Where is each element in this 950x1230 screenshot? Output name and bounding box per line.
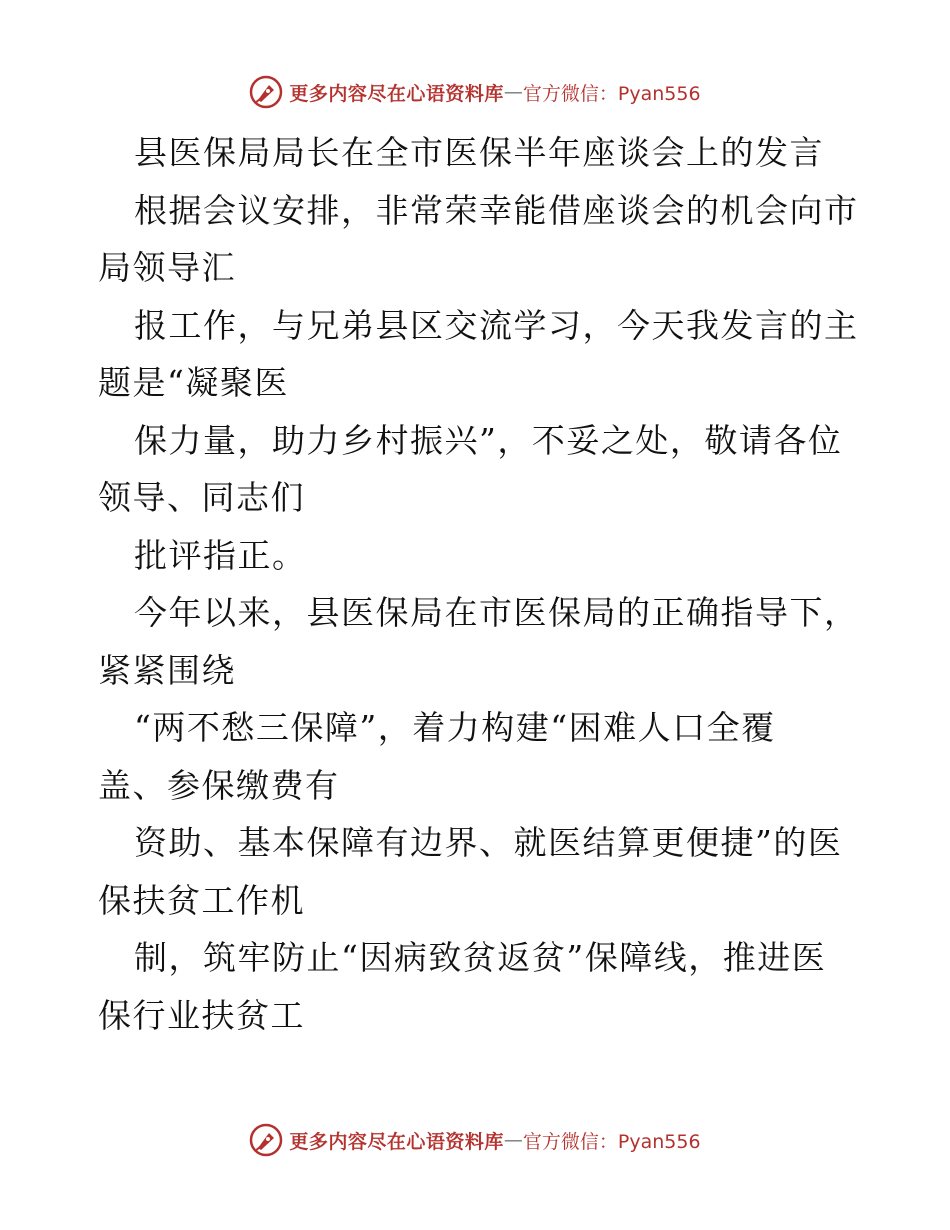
paragraph-line: 领导、同志们 bbox=[98, 478, 305, 517]
document-body bbox=[98, 124, 868, 1044]
header-banner bbox=[0, 72, 950, 112]
paragraph-line: 紧紧围绕 bbox=[98, 650, 236, 690]
paragraph-line: 今年以来，县医保局在市医保局的正确指导下， bbox=[134, 593, 859, 632]
paragraph-line: 盖、参保缴费有 bbox=[98, 765, 340, 805]
document-title: 县医保局局长在全市医保半年座谈会上的发言 bbox=[134, 133, 824, 172]
paragraph bbox=[98, 699, 868, 814]
paragraph bbox=[98, 814, 868, 929]
paragraph bbox=[98, 584, 868, 699]
paragraph-line: 资助、基本保障有边界、就医结算更便捷”的医 bbox=[134, 823, 843, 862]
paragraph-line: 保行业扶贫工 bbox=[98, 995, 305, 1035]
banner-wechat-text: 官方微信：Pyan556 bbox=[522, 1130, 701, 1153]
paragraph-line: 批评指正。 bbox=[134, 535, 307, 575]
banner-main-text: 更多内容尽在心语资料库 bbox=[289, 1130, 504, 1153]
paragraph-line: 保扶贫工作机 bbox=[98, 880, 305, 920]
paragraph-line: 题是“凝聚医 bbox=[98, 363, 289, 402]
paragraph-line: 制，筑牢防止“因病致贫返贫”保障线，推进医 bbox=[134, 938, 827, 977]
paragraph bbox=[98, 182, 868, 297]
paragraph-line: 保力量，助力乡村振兴”，不妥之处，敬请各位 bbox=[134, 420, 843, 460]
footer-banner bbox=[0, 1120, 950, 1160]
paragraph bbox=[98, 527, 868, 585]
banner-wechat-text: 官方微信：Pyan556 bbox=[522, 82, 701, 105]
pen-nib-logo-icon bbox=[249, 75, 283, 109]
paragraph-line: “两不愁三保障”，着力构建“困难人口全覆 bbox=[134, 708, 776, 747]
paragraph-line: 根据会议安排，非常荣幸能借座谈会的机会向市 bbox=[134, 190, 859, 230]
banner-main-text: 更多内容尽在心语资料库 bbox=[289, 82, 504, 105]
pen-nib-logo-icon bbox=[249, 1123, 283, 1157]
banner-dash: — bbox=[503, 81, 523, 103]
paragraph bbox=[98, 412, 868, 527]
paragraph bbox=[98, 929, 868, 1044]
paragraph-line: 局领导汇 bbox=[98, 248, 236, 287]
paragraph-line: 报工作，与兄弟县区交流学习，今天我发言的主 bbox=[134, 305, 859, 345]
banner-dash: — bbox=[503, 1129, 523, 1151]
paragraph bbox=[98, 297, 868, 412]
